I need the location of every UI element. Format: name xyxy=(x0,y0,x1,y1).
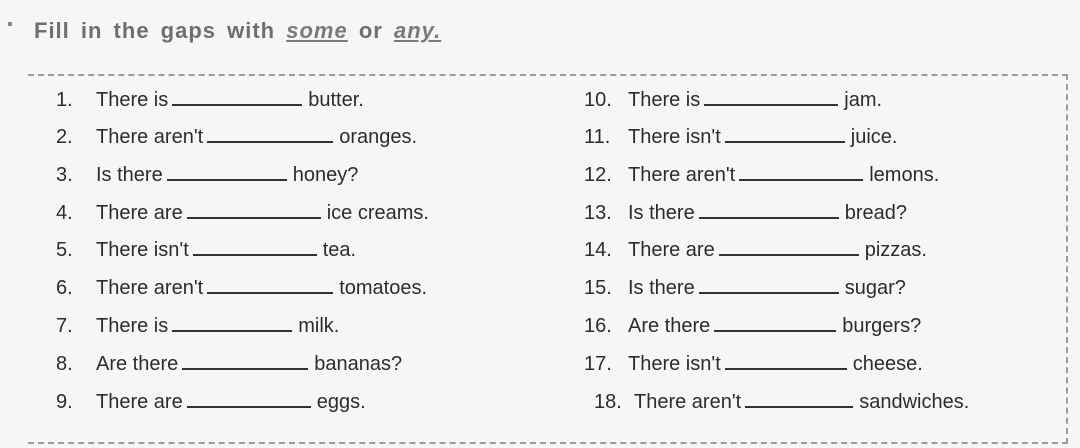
item-text-before: Is there xyxy=(628,277,695,299)
item-text-after: cheese. xyxy=(852,353,923,375)
item-text-before: Are there xyxy=(628,315,711,337)
item-text-after: butter. xyxy=(308,89,364,111)
item-text-after: juice. xyxy=(850,126,898,148)
item-text-before: There aren't xyxy=(96,126,204,148)
item-number: 18. xyxy=(594,391,622,413)
item-text-after: bread? xyxy=(844,202,907,224)
item-text-before: Are there xyxy=(96,353,179,375)
item-number: 1. xyxy=(56,89,73,111)
item-number: 6. xyxy=(56,277,73,299)
exercise-item xyxy=(584,274,906,300)
exercise-item xyxy=(56,312,339,338)
item-number: 3. xyxy=(56,164,73,186)
item-text-before: There are xyxy=(96,202,183,224)
item-text-before: There aren't xyxy=(634,391,742,413)
item-text-after: oranges. xyxy=(339,126,418,148)
item-number: 7. xyxy=(56,315,73,337)
item-number: 16. xyxy=(584,315,612,337)
item-text-after: burgers? xyxy=(842,315,922,337)
exercise-item xyxy=(584,312,921,338)
answer-blank[interactable] xyxy=(719,236,859,256)
exercise-item xyxy=(584,350,923,376)
item-number: 9. xyxy=(56,391,73,413)
item-number: 14. xyxy=(584,239,612,261)
instruction-lead: Fill in the gaps with xyxy=(34,18,276,43)
item-text-before: Is there xyxy=(96,164,163,186)
item-text-before: There is xyxy=(96,89,169,111)
item-text-before: Is there xyxy=(628,202,695,224)
item-number: 13. xyxy=(584,202,612,224)
answer-blank[interactable] xyxy=(699,199,839,219)
exercise-item xyxy=(584,199,907,225)
item-text-before: There are xyxy=(628,239,715,261)
item-text-after: lemons. xyxy=(869,164,940,186)
answer-blank[interactable] xyxy=(187,388,311,408)
answer-blank[interactable] xyxy=(172,312,292,332)
item-number: 8. xyxy=(56,353,73,375)
item-number: 4. xyxy=(56,202,73,224)
answer-blank[interactable] xyxy=(193,236,317,256)
answer-blank[interactable] xyxy=(207,274,333,294)
exercise-item xyxy=(584,123,897,149)
item-number: 17. xyxy=(584,353,612,375)
item-text-after: tomatoes. xyxy=(339,277,428,299)
answer-blank[interactable] xyxy=(725,350,847,370)
exercise-item xyxy=(56,161,358,187)
answer-blank[interactable] xyxy=(187,199,321,219)
exercise-item xyxy=(584,86,882,112)
answer-blank[interactable] xyxy=(745,388,853,408)
exercise-item xyxy=(56,350,402,376)
exercise-item xyxy=(56,236,356,262)
item-text-after: honey? xyxy=(292,164,359,186)
instruction-connector: or xyxy=(358,18,383,43)
item-text-after: eggs. xyxy=(316,391,366,413)
instruction-word-any: any. xyxy=(393,18,442,43)
item-text-after: milk. xyxy=(298,315,340,337)
item-text-before: There aren't xyxy=(628,164,736,186)
item-text-before: There is xyxy=(96,315,169,337)
item-text-before: There isn't xyxy=(628,353,721,375)
item-text-after: jam. xyxy=(844,89,883,111)
answer-blank[interactable] xyxy=(725,123,845,143)
answer-blank[interactable] xyxy=(172,86,302,106)
exercise-item xyxy=(56,274,427,300)
exercise-item xyxy=(594,388,969,414)
answer-blank[interactable] xyxy=(714,312,836,332)
item-number: 12. xyxy=(584,164,612,186)
item-number: 2. xyxy=(56,126,73,148)
answer-blank[interactable] xyxy=(182,350,308,370)
answer-blank[interactable] xyxy=(704,86,838,106)
item-text-before: There aren't xyxy=(96,277,204,299)
item-text-before: There is xyxy=(628,89,701,111)
instruction-word-some: some xyxy=(286,18,348,43)
item-text-after: pizzas. xyxy=(864,239,927,261)
exercise-item xyxy=(56,388,366,414)
exercise-item xyxy=(56,86,364,112)
item-text-after: tea. xyxy=(322,239,357,261)
item-text-before: There isn't xyxy=(96,239,189,261)
answer-blank[interactable] xyxy=(167,161,287,181)
answer-blank[interactable] xyxy=(739,161,863,181)
item-text-after: ice creams. xyxy=(326,202,429,224)
exercise-item xyxy=(584,161,939,187)
item-text-after: bananas? xyxy=(314,353,403,375)
item-text-after: sugar? xyxy=(844,277,906,299)
exercise-item xyxy=(584,236,927,262)
answer-blank[interactable] xyxy=(699,274,839,294)
item-number: 10. xyxy=(584,89,612,111)
item-number: 15. xyxy=(584,277,612,299)
item-text-before: There are xyxy=(96,391,183,413)
item-number: 11. xyxy=(584,126,611,148)
item-text-after: sandwiches. xyxy=(859,391,970,413)
exercise-item xyxy=(56,123,417,149)
exercise-item xyxy=(56,199,429,225)
item-number: 5. xyxy=(56,239,73,261)
answer-blank[interactable] xyxy=(207,123,333,143)
item-text-before: There isn't xyxy=(628,126,721,148)
